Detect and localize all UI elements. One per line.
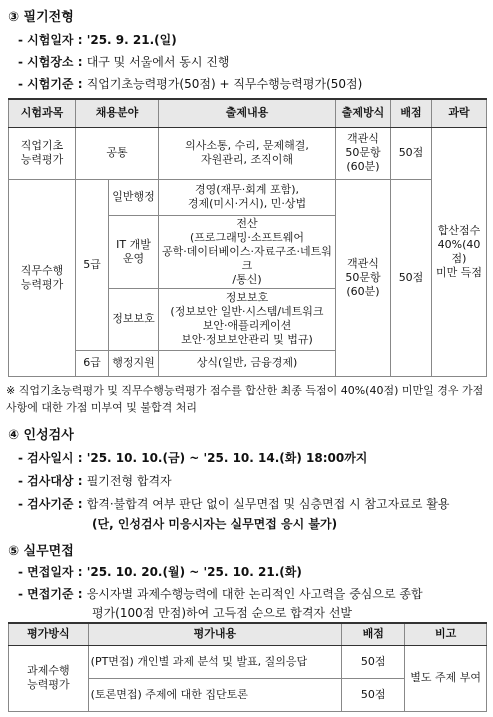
field-it: IT 개발운영 [109, 215, 159, 288]
exam-date-line: - 시험일자 : '25. 9. 21.(일) [18, 33, 177, 47]
th-content: 출제내용 [159, 99, 336, 127]
eval-score-discussion: 50점 [342, 678, 405, 711]
content-it: 전산 (프로그래밍·소프트웨어 공학·데이터베이스·자료구조·네트워크 /통신) [159, 215, 336, 288]
grade-6: 6급 [76, 350, 109, 376]
score-basic: 50점 [391, 127, 432, 179]
field-security: 정보보호 [109, 288, 159, 350]
eval-remark: 별도 주제 부여 [405, 645, 487, 711]
cutoff-note: ※ 직업기초능력평가 및 직무수행능력평가 점수를 합산한 최종 득점이 40%(40점) 미만일 경우 가점사항에 대한 가점 미부여 및 불합격 처리 [6, 384, 484, 414]
eval-score-pt: 50점 [342, 645, 405, 678]
test-date-line: - 검사일시 : '25. 10. 10.(금) ~ '25. 10. 14.(화) 18:00까지 [18, 451, 368, 465]
written-exam-table [8, 98, 487, 377]
method-job: 객관식 50문항 (60분) [336, 179, 391, 376]
eval-method: 과제수행 능력평가 [9, 645, 89, 711]
field-general-admin: 일반행정 [109, 179, 159, 215]
content-general-admin: 경영(재무·회계 포함), 경제(미시·거시), 민·상법 [159, 179, 336, 215]
th-score: 배점 [391, 99, 432, 127]
interview-table [8, 622, 487, 712]
eval-content-discussion: (토론면접) 주제에 대한 집단토론 [88, 678, 341, 711]
th-field: 채용분야 [76, 99, 159, 127]
method-basic: 객관식 50문항 (60분) [336, 127, 391, 179]
eval-content-pt: (PT면접) 개인별 과제 분석 및 발표, 질의응답 [88, 645, 341, 678]
section5-title: ⑤ 실무면접 [8, 544, 74, 559]
test-target-line: - 검사대상 : 필기전형 합격자 [18, 474, 172, 488]
interview-date-line: - 면접일자 : '25. 10. 20.(월) ~ '25. 10. 21.(화) [18, 565, 302, 579]
th-eval-remark: 비고 [405, 623, 487, 645]
th-method: 출제방식 [336, 99, 391, 127]
content-basic: 의사소통, 수리, 문제해결, 자원관리, 조직이해 [159, 127, 336, 179]
section4-title: ④ 인성검사 [8, 428, 74, 443]
th-eval-score: 배점 [342, 623, 405, 645]
score-job: 50점 [391, 179, 432, 376]
field-common: 공통 [76, 127, 159, 179]
th-subject: 시험과목 [9, 99, 76, 127]
interview-criteria-cont: 평가(100점 만점)하여 고득점 순으로 합격자 선발 [92, 606, 352, 620]
subject-job: 직무수행 능력평가 [9, 179, 76, 376]
th-eval-content: 평가내용 [88, 623, 341, 645]
th-cutoff: 과락 [432, 99, 487, 127]
exam-place-line: - 시험장소 : 대구 및 서울에서 동시 진행 [18, 55, 230, 69]
th-eval-method: 평가방식 [9, 623, 89, 645]
subject-basic: 직업기초 능력평가 [9, 127, 76, 179]
cutoff-cell: 합산점수 40%(40점) 미만 득점 [432, 127, 487, 376]
content-security: 정보보호 (정보보안 일반·시스템/네트워크 보안·애플리케이션 보안·정보보안관리 및 법규) [159, 288, 336, 350]
test-criteria-line: - 검사기준 : 합격·불합격 여부 판단 없이 실무면접 및 심층면접 시 참고자료로 활용 [18, 497, 450, 511]
field-support: 행정지원 [109, 350, 159, 376]
content-support: 상식(일반, 금융경제) [159, 350, 336, 376]
section3-title: ③ 필기전형 [8, 10, 74, 25]
exam-criteria-line: - 시험기준 : 직업기초능력평가(50점) + 직무수행능력평가(50점) [18, 77, 363, 91]
interview-criteria-line: - 면접기준 : 응시자별 과제수행능력에 대한 논리적인 사고력을 중심으로 종합 [18, 587, 423, 601]
grade-5: 5급 [76, 179, 109, 350]
test-criteria-note: (단, 인성검사 미응시자는 실무면접 응시 불가) [92, 517, 338, 531]
